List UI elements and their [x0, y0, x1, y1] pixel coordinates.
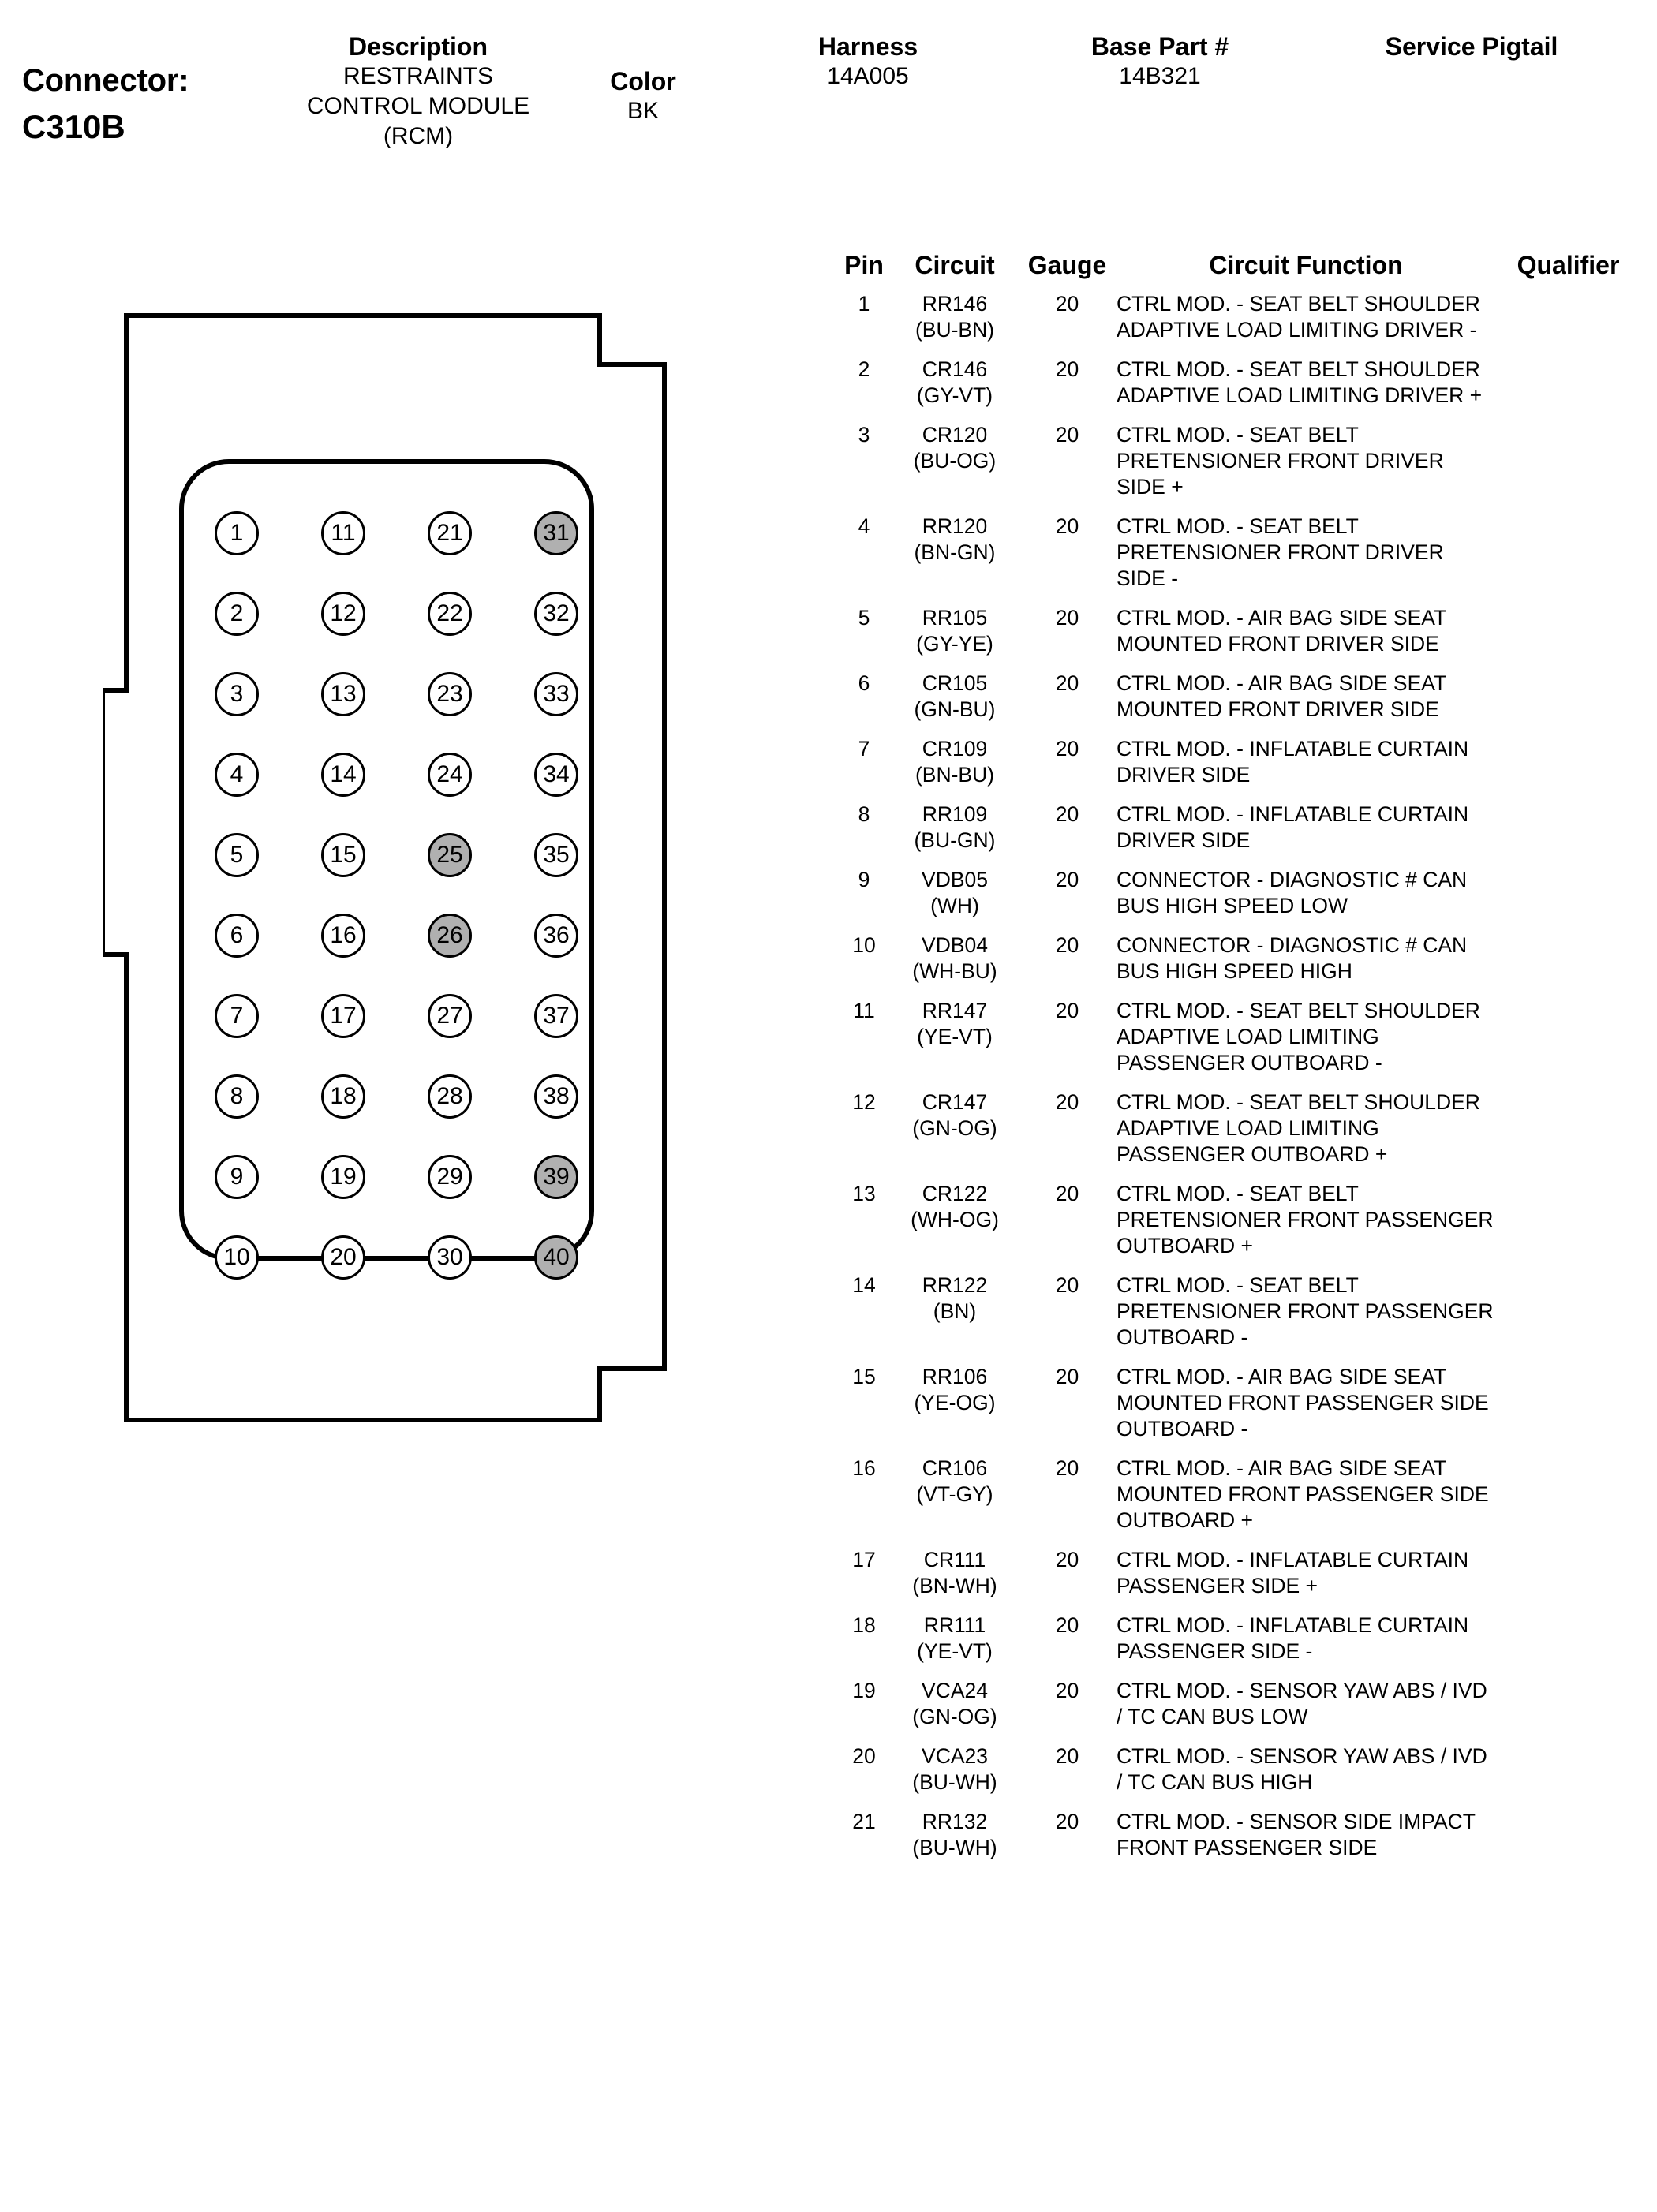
circuit-color-code: (WH) [930, 894, 979, 917]
cell-qualifier [1495, 1455, 1641, 1547]
col-header-gauge: Gauge [1027, 251, 1107, 279]
circuit-code: VDB05 [922, 868, 988, 891]
pin-26[interactable]: 26 [428, 914, 472, 958]
circuit-code: CR111 [923, 1548, 986, 1571]
table-row [836, 801, 1641, 867]
description-title: Description [348, 32, 488, 61]
circuit-color-code: (BU-BN) [915, 318, 995, 342]
cell-gauge: 20 [1055, 737, 1079, 760]
pin-17[interactable]: 17 [321, 994, 365, 1038]
cell-circuit [892, 1743, 1018, 1809]
cell-qualifier [1495, 736, 1641, 801]
cell-gauge: 20 [1055, 1090, 1079, 1114]
table-row [836, 357, 1641, 422]
circuit-code: CR147 [922, 1090, 988, 1114]
circuit-color-code: (YE-VT) [917, 1639, 993, 1663]
circuit-color-code: (GY-VT) [916, 383, 993, 407]
circuit-color-code: (BU-GN) [914, 828, 996, 852]
circuit-code: CR146 [922, 357, 988, 381]
cell-qualifier [1495, 1181, 1641, 1272]
pin-34[interactable]: 34 [534, 753, 578, 797]
circuit-code: RR106 [922, 1365, 988, 1388]
pin-28[interactable]: 28 [428, 1074, 472, 1119]
circuit-color-code: (BN-WH) [912, 1574, 997, 1597]
circuit-color-code: (BN) [933, 1299, 977, 1323]
cell-gauge: 20 [1055, 357, 1079, 381]
cell-pin: 17 [852, 1548, 876, 1571]
circuit-code: RR120 [922, 514, 988, 538]
circuit-code: CR122 [922, 1182, 988, 1205]
cell-circuit-function: CTRL MOD. - INFLATABLE CURTAIN DRIVER SIDE [1117, 737, 1469, 787]
cell-circuit [892, 291, 1018, 357]
cell-pin: 18 [852, 1613, 876, 1637]
table-row [836, 605, 1641, 671]
harness-value: 14A005 [827, 63, 909, 89]
cell-gauge: 20 [1055, 292, 1079, 316]
pin-20[interactable]: 20 [321, 1235, 365, 1280]
header-color [580, 66, 706, 126]
pin-23[interactable]: 23 [428, 672, 472, 716]
col-header-pin: Pin [844, 251, 884, 279]
circuit-color-code: (GN-OG) [912, 1116, 997, 1140]
cell-pin: 3 [858, 423, 870, 447]
cell-qualifier [1495, 1612, 1641, 1678]
cell-circuit [892, 1181, 1018, 1272]
cell-circuit-function: CONNECTOR - DIAGNOSTIC # CAN BUS HIGH SPEED HIGH [1117, 933, 1468, 983]
cell-gauge: 20 [1055, 1456, 1079, 1480]
cell-gauge: 20 [1055, 514, 1079, 538]
cell-qualifier [1495, 1678, 1641, 1743]
cell-circuit [892, 1809, 1018, 1874]
cell-gauge: 20 [1055, 1613, 1079, 1637]
table-row [836, 998, 1641, 1089]
circuit-code: VCA23 [922, 1744, 988, 1768]
cell-gauge: 20 [1055, 999, 1079, 1022]
cell-pin: 7 [858, 737, 870, 760]
pin-11[interactable]: 11 [321, 511, 365, 555]
cell-qualifier [1495, 932, 1641, 998]
circuit-code: CR109 [922, 737, 988, 760]
pin-40[interactable]: 40 [534, 1235, 578, 1280]
cell-circuit [892, 605, 1018, 671]
cell-circuit [892, 357, 1018, 422]
cell-qualifier [1495, 357, 1641, 422]
cell-qualifier [1495, 1089, 1641, 1181]
circuit-code: RR111 [923, 1613, 986, 1637]
cell-qualifier [1495, 867, 1641, 932]
cell-gauge: 20 [1055, 1744, 1079, 1768]
pin-table-body [836, 291, 1641, 1874]
cell-circuit-function: CTRL MOD. - AIR BAG SIDE SEAT MOUNTED FRONT DRIVER SIDE [1117, 606, 1446, 656]
circuit-color-code: (BN-BU) [915, 763, 995, 787]
cell-pin: 14 [852, 1273, 876, 1297]
header-harness [769, 32, 967, 92]
circuit-color-code: (WH-OG) [911, 1208, 999, 1231]
base-part-title: Base Part # [1090, 32, 1229, 61]
pin-32[interactable]: 32 [534, 592, 578, 636]
circuit-code: CR120 [922, 423, 988, 447]
pin-14[interactable]: 14 [321, 753, 365, 797]
pin-31[interactable]: 31 [534, 511, 578, 555]
cell-qualifier [1495, 671, 1641, 736]
circuit-color-code: (GY-YE) [916, 632, 993, 656]
cell-circuit [892, 1089, 1018, 1181]
pin-table-area [836, 251, 1641, 1874]
cell-circuit-function: CTRL MOD. - SEAT BELT SHOULDER ADAPTIVE LOAD LIMITING PASSENGER OUTBOARD + [1117, 1090, 1480, 1166]
service-pigtail-title: Service Pigtail [1385, 32, 1558, 61]
cell-circuit [892, 1612, 1018, 1678]
pin-33[interactable]: 33 [534, 672, 578, 716]
cell-qualifier [1495, 514, 1641, 605]
pin-table-head [836, 251, 1641, 291]
pin-16[interactable]: 16 [321, 914, 365, 958]
cell-gauge: 20 [1055, 606, 1079, 630]
description-value: RESTRAINTS CONTROL MODULE (RCM) [306, 63, 530, 149]
circuit-code: RR132 [922, 1810, 988, 1833]
cell-gauge: 20 [1055, 868, 1079, 891]
cell-gauge: 20 [1055, 1679, 1079, 1702]
connector-id: C310B [22, 108, 125, 145]
cell-circuit-function: CTRL MOD. - SEAT BELT PRETENSIONER FRONT PASSENGER OUTBOARD - [1117, 1273, 1494, 1349]
cell-gauge: 20 [1055, 671, 1079, 695]
cell-circuit [892, 867, 1018, 932]
col-header-function: Circuit Function [1209, 251, 1403, 279]
cell-gauge: 20 [1055, 423, 1079, 447]
circuit-color-code: (WH-BU) [912, 959, 997, 983]
pin-18[interactable]: 18 [321, 1074, 365, 1119]
cell-circuit [892, 801, 1018, 867]
pin-table [836, 251, 1641, 1874]
cell-qualifier [1495, 605, 1641, 671]
circuit-code: CR105 [922, 671, 988, 695]
cell-qualifier [1495, 291, 1641, 357]
table-row [836, 1678, 1641, 1743]
circuit-color-code: (BN-GN) [914, 540, 996, 564]
pin-38[interactable]: 38 [534, 1074, 578, 1119]
cell-pin: 19 [852, 1679, 876, 1702]
color-value: BK [627, 98, 660, 124]
table-row [836, 1272, 1641, 1364]
cell-gauge: 20 [1055, 1182, 1079, 1205]
cell-qualifier [1495, 1364, 1641, 1455]
cell-qualifier [1495, 1743, 1641, 1809]
cell-qualifier [1495, 801, 1641, 867]
cell-pin: 9 [858, 868, 870, 891]
cell-circuit [892, 1547, 1018, 1612]
circuit-code: VDB04 [922, 933, 988, 957]
cell-circuit [892, 1272, 1018, 1364]
pin-13[interactable]: 13 [321, 672, 365, 716]
pin-22[interactable]: 22 [428, 592, 472, 636]
pin-39[interactable]: 39 [534, 1155, 578, 1199]
cell-gauge: 20 [1055, 933, 1079, 957]
header-base-part [1049, 32, 1270, 92]
circuit-color-code: (BU-WH) [912, 1836, 997, 1859]
cell-circuit [892, 671, 1018, 736]
pin-21[interactable]: 21 [428, 511, 472, 555]
circuit-color-code: (BU-WH) [912, 1770, 997, 1794]
cell-circuit [892, 736, 1018, 801]
cell-circuit-function: CTRL MOD. - SEAT BELT PRETENSIONER FRONT PASSENGER OUTBOARD + [1117, 1182, 1494, 1257]
table-row [836, 932, 1641, 998]
connector-diagram [103, 300, 765, 1491]
cell-circuit-function: CTRL MOD. - SEAT BELT PRETENSIONER FRONT DRIVER SIDE + [1117, 423, 1444, 499]
pin-19[interactable]: 19 [321, 1155, 365, 1199]
circuit-color-code: (VT-GY) [916, 1482, 993, 1506]
pin-2[interactable]: 2 [215, 592, 259, 636]
pin-37[interactable]: 37 [534, 994, 578, 1038]
table-row [836, 514, 1641, 605]
cell-gauge: 20 [1055, 1810, 1079, 1833]
cell-circuit [892, 1455, 1018, 1547]
cell-circuit-function: CTRL MOD. - INFLATABLE CURTAIN PASSENGER SIDE + [1117, 1548, 1469, 1597]
cell-circuit-function: CONNECTOR - DIAGNOSTIC # CAN BUS HIGH SPEED LOW [1117, 868, 1468, 917]
cell-pin: 13 [852, 1182, 876, 1205]
col-header-qualifier: Qualifier [1517, 251, 1620, 279]
cell-circuit-function: CTRL MOD. - INFLATABLE CURTAIN DRIVER SIDE [1117, 802, 1469, 852]
circuit-color-code: (YE-VT) [917, 1025, 993, 1048]
cell-circuit-function: CTRL MOD. - AIR BAG SIDE SEAT MOUNTED FRONT PASSENGER SIDE OUTBOARD + [1117, 1456, 1489, 1532]
cell-qualifier [1495, 1272, 1641, 1364]
cell-circuit-function: CTRL MOD. - SENSOR YAW ABS / IVD / TC CAN BUS LOW [1117, 1679, 1487, 1728]
pin-3[interactable]: 3 [215, 672, 259, 716]
page-header [0, 17, 1657, 207]
cell-pin: 2 [858, 357, 870, 381]
header-service-pigtail [1341, 32, 1602, 62]
cell-pin: 20 [852, 1744, 876, 1768]
pin-36[interactable]: 36 [534, 914, 578, 958]
cell-circuit-function: CTRL MOD. - SEAT BELT SHOULDER ADAPTIVE LOAD LIMITING DRIVER + [1117, 357, 1483, 407]
pin-1[interactable]: 1 [215, 511, 259, 555]
table-header-row [836, 251, 1641, 291]
pin-10[interactable]: 10 [215, 1235, 259, 1280]
connector-outline-svg [103, 300, 765, 1491]
harness-title: Harness [817, 32, 918, 61]
cell-circuit-function: CTRL MOD. - AIR BAG SIDE SEAT MOUNTED FRONT PASSENGER SIDE OUTBOARD - [1117, 1365, 1489, 1440]
circuit-code: VCA24 [922, 1679, 988, 1702]
circuit-color-code: (YE-OG) [914, 1391, 996, 1414]
pin-7[interactable]: 7 [215, 994, 259, 1038]
cell-pin: 5 [858, 606, 870, 630]
base-part-value: 14B321 [1119, 63, 1201, 89]
circuit-code: RR146 [922, 292, 988, 316]
cell-pin: 1 [858, 292, 870, 316]
circuit-code: CR106 [922, 1456, 988, 1480]
pin-15[interactable]: 15 [321, 833, 365, 877]
pin-25[interactable]: 25 [428, 833, 472, 877]
cell-qualifier [1495, 998, 1641, 1089]
table-row [836, 1089, 1641, 1181]
cell-gauge: 20 [1055, 1365, 1079, 1388]
circuit-color-code: (GN-OG) [912, 1705, 997, 1728]
cell-circuit-function: CTRL MOD. - SENSOR SIDE IMPACT FRONT PASSENGER SIDE [1117, 1810, 1476, 1859]
cell-pin: 12 [852, 1090, 876, 1114]
cell-circuit-function: CTRL MOD. - INFLATABLE CURTAIN PASSENGER SIDE - [1117, 1613, 1469, 1663]
table-row [836, 1809, 1641, 1874]
cell-circuit [892, 514, 1018, 605]
cell-gauge: 20 [1055, 1273, 1079, 1297]
circuit-code: RR105 [922, 606, 988, 630]
color-title: Color [610, 67, 676, 95]
cell-circuit [892, 998, 1018, 1089]
circuit-code: RR147 [922, 999, 988, 1022]
cell-gauge: 20 [1055, 1548, 1079, 1571]
pin-6[interactable]: 6 [215, 914, 259, 958]
cell-circuit-function: CTRL MOD. - SEAT BELT SHOULDER ADAPTIVE LOAD LIMITING PASSENGER OUTBOARD - [1117, 999, 1480, 1074]
cell-circuit-function: CTRL MOD. - AIR BAG SIDE SEAT MOUNTED FRONT DRIVER SIDE [1117, 671, 1446, 721]
pin-12[interactable]: 12 [321, 592, 365, 636]
cell-pin: 4 [858, 514, 870, 538]
cell-circuit-function: CTRL MOD. - SEAT BELT PRETENSIONER FRONT DRIVER SIDE - [1117, 514, 1444, 590]
table-row [836, 1455, 1641, 1547]
pin-9[interactable]: 9 [215, 1155, 259, 1199]
circuit-color-code: (GN-BU) [914, 697, 996, 721]
table-row [836, 1181, 1641, 1272]
cell-circuit-function: CTRL MOD. - SENSOR YAW ABS / IVD / TC CAN BUS HIGH [1117, 1744, 1487, 1794]
cell-pin: 10 [852, 933, 876, 957]
pin-30[interactable]: 30 [428, 1235, 472, 1280]
pin-5[interactable]: 5 [215, 833, 259, 877]
circuit-code: RR109 [922, 802, 988, 826]
cell-qualifier [1495, 1809, 1641, 1874]
cell-pin: 11 [853, 999, 875, 1022]
connector-cavity-path [181, 461, 592, 1258]
cell-circuit [892, 1364, 1018, 1455]
pin-24[interactable]: 24 [428, 753, 472, 797]
cell-circuit [892, 422, 1018, 514]
cell-qualifier [1495, 422, 1641, 514]
header-description [300, 32, 537, 151]
pin-35[interactable]: 35 [534, 833, 578, 877]
cell-circuit-function: CTRL MOD. - SEAT BELT SHOULDER ADAPTIVE LOAD LIMITING DRIVER - [1117, 292, 1480, 342]
cell-pin: 21 [852, 1810, 876, 1833]
cell-qualifier [1495, 1547, 1641, 1612]
cell-circuit [892, 1678, 1018, 1743]
table-row [836, 1547, 1641, 1612]
pin-4[interactable]: 4 [215, 753, 259, 797]
cell-pin: 6 [858, 671, 870, 695]
cell-pin: 15 [852, 1365, 876, 1388]
pin-8[interactable]: 8 [215, 1074, 259, 1119]
table-row [836, 867, 1641, 932]
col-header-circuit: Circuit [915, 251, 995, 279]
pin-27[interactable]: 27 [428, 994, 472, 1038]
table-row [836, 1612, 1641, 1678]
cell-circuit [892, 932, 1018, 998]
table-row [836, 1364, 1641, 1455]
table-row [836, 736, 1641, 801]
circuit-code: RR122 [922, 1273, 988, 1297]
table-row [836, 1743, 1641, 1809]
table-row [836, 671, 1641, 736]
table-row [836, 422, 1641, 514]
cell-pin: 16 [852, 1456, 876, 1480]
cell-pin: 8 [858, 802, 870, 826]
connector-label: Connector: [22, 63, 189, 98]
circuit-color-code: (BU-OG) [913, 449, 997, 473]
cell-gauge: 20 [1055, 802, 1079, 826]
table-row [836, 291, 1641, 357]
pin-29[interactable]: 29 [428, 1155, 472, 1199]
